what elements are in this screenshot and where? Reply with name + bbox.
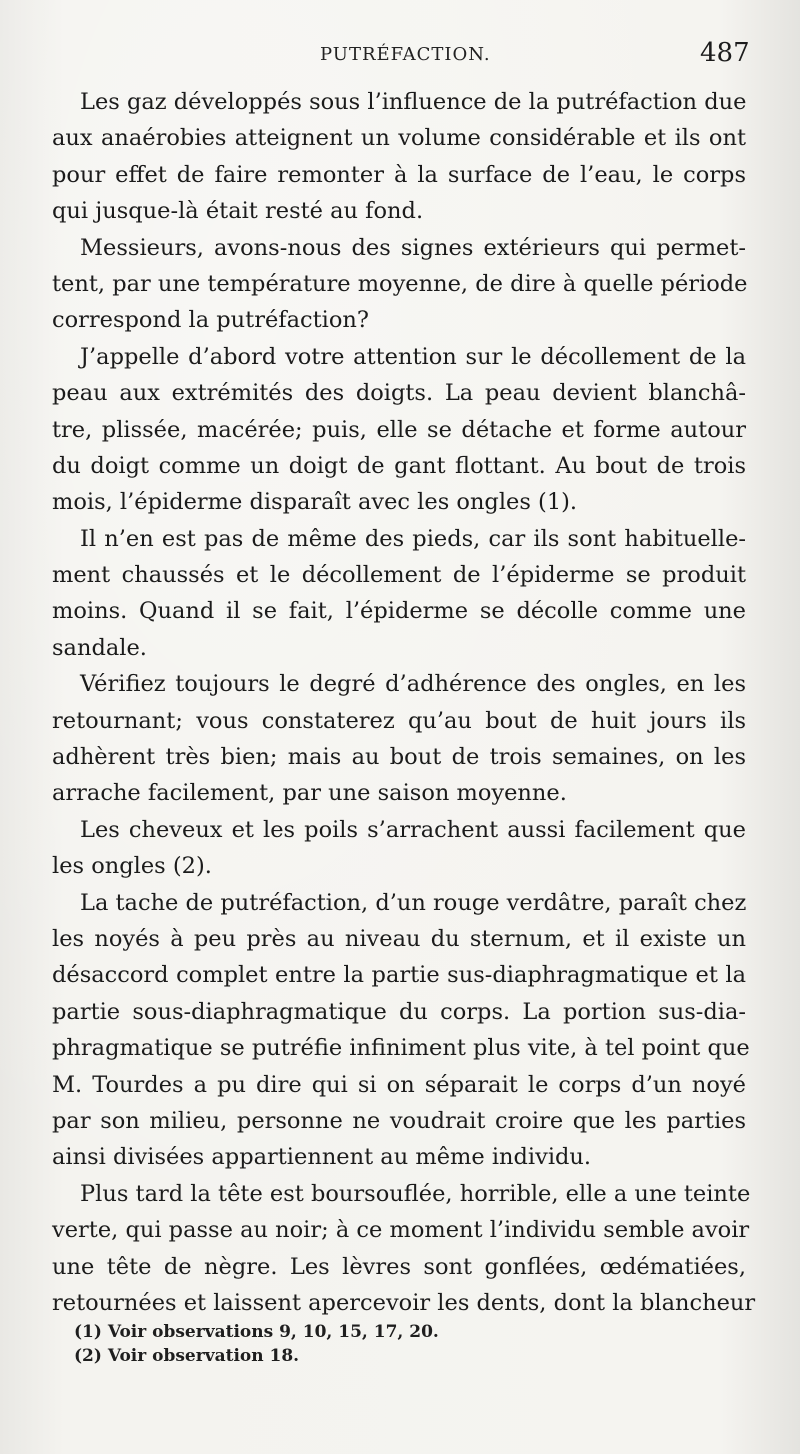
text-line: J’appelle d’abord votre attention sur le décollement de la	[80, 343, 746, 370]
text-line: Les cheveux et les poils s’arrachent aussi facilement que	[80, 816, 746, 843]
paragraph	[52, 812, 746, 885]
footnote: (2) Voir observation 18.	[74, 1346, 300, 1366]
paragraph	[52, 521, 746, 667]
paragraph	[52, 1176, 756, 1322]
paragraph	[52, 339, 746, 521]
page-number: 487	[700, 38, 750, 68]
text-line: arrache facilement, par une saison moyenne.	[52, 780, 567, 807]
text-line: qui jusque-là était resté au fond.	[52, 198, 424, 225]
text-line: les noyés à peu près au niveau du sternum, et il existe un	[52, 925, 746, 952]
text-line: peau aux extrémités des doigts. La peau devient blanchâ-	[52, 380, 746, 407]
text-line: Vérifiez toujours le degré d’adhérence des ongles, en les	[80, 671, 746, 698]
body-text	[52, 84, 756, 1321]
text-line: Plus tard la tête est boursouflée, horrible, elle a une teinte	[80, 1180, 751, 1207]
text-line: pour effet de faire remonter à la surface de l’eau, le corps	[52, 161, 746, 188]
text-line: La tache de putréfaction, d’un rouge verdâtre, paraît chez	[80, 889, 747, 916]
footnote: (1) Voir observations 9, 10, 15, 17, 20.	[74, 1322, 439, 1342]
text-line: adhèrent très bien; mais au bout de trois semaines, on les	[52, 744, 746, 771]
paragraph	[52, 230, 746, 339]
text-line: aux anaérobies atteignent un volume considérable et ils ont	[52, 125, 746, 152]
text-line: Il n’en est pas de même des pieds, car ils sont habituelle-	[80, 525, 746, 552]
paragraph	[52, 885, 750, 1176]
text-line: partie sous-diaphragmatique du corps. La portion sus-dia-	[52, 998, 746, 1025]
text-line: moins. Quand il se fait, l’épiderme se décolle comme une	[52, 598, 746, 625]
page-header	[0, 40, 800, 76]
text-line: du doigt comme un doigt de gant flottant. Au bout de trois	[52, 452, 746, 479]
text-line: correspond la putréfaction?	[52, 307, 369, 334]
text-line: sandale.	[52, 634, 147, 661]
text-line: les ongles (2).	[52, 853, 212, 880]
text-line: par son milieu, personne ne voudrait croire que les parties	[52, 1107, 746, 1134]
paragraph	[52, 666, 746, 812]
text-line: désaccord complet entre la partie sus-diaphragmatique et la	[52, 962, 746, 989]
text-line: retournant; vous constaterez qu’au bout de huit jours ils	[52, 707, 746, 734]
text-line: tent, par une température moyenne, de dire à quelle période	[52, 270, 748, 297]
text-line: M. Tourdes a pu dire qui si on séparait le corps d’un noyé	[52, 1071, 746, 1098]
text-line: retournées et laissent apercevoir les dents, dont la blancheur	[52, 1289, 756, 1316]
text-line: mois, l’épiderme disparaît avec les ongles (1).	[52, 489, 578, 516]
running-title: PUTRÉFACTION.	[320, 44, 491, 65]
text-line: Messieurs, avons-nous des signes extérieurs qui permet-	[80, 234, 746, 261]
footnotes	[74, 1320, 734, 1368]
text-line: une tête de nègre. Les lèvres sont gonflées, œdématiées,	[52, 1253, 746, 1280]
paragraph	[52, 84, 746, 230]
text-line: tre, plissée, macérée; puis, elle se détache et forme autour	[52, 416, 746, 443]
text-line: ainsi divisées appartiennent au même individu.	[52, 1144, 592, 1171]
text-line: phragmatique se putréfie infiniment plus vite, à tel point que	[52, 1035, 750, 1062]
text-line: Les gaz développés sous l’influence de la putréfaction due	[80, 89, 747, 115]
text-line: ment chaussés et le décollement de l’épiderme se produit	[52, 562, 746, 589]
text-line: verte, qui passe au noir; à ce moment l’individu semble avoir	[52, 1217, 750, 1244]
